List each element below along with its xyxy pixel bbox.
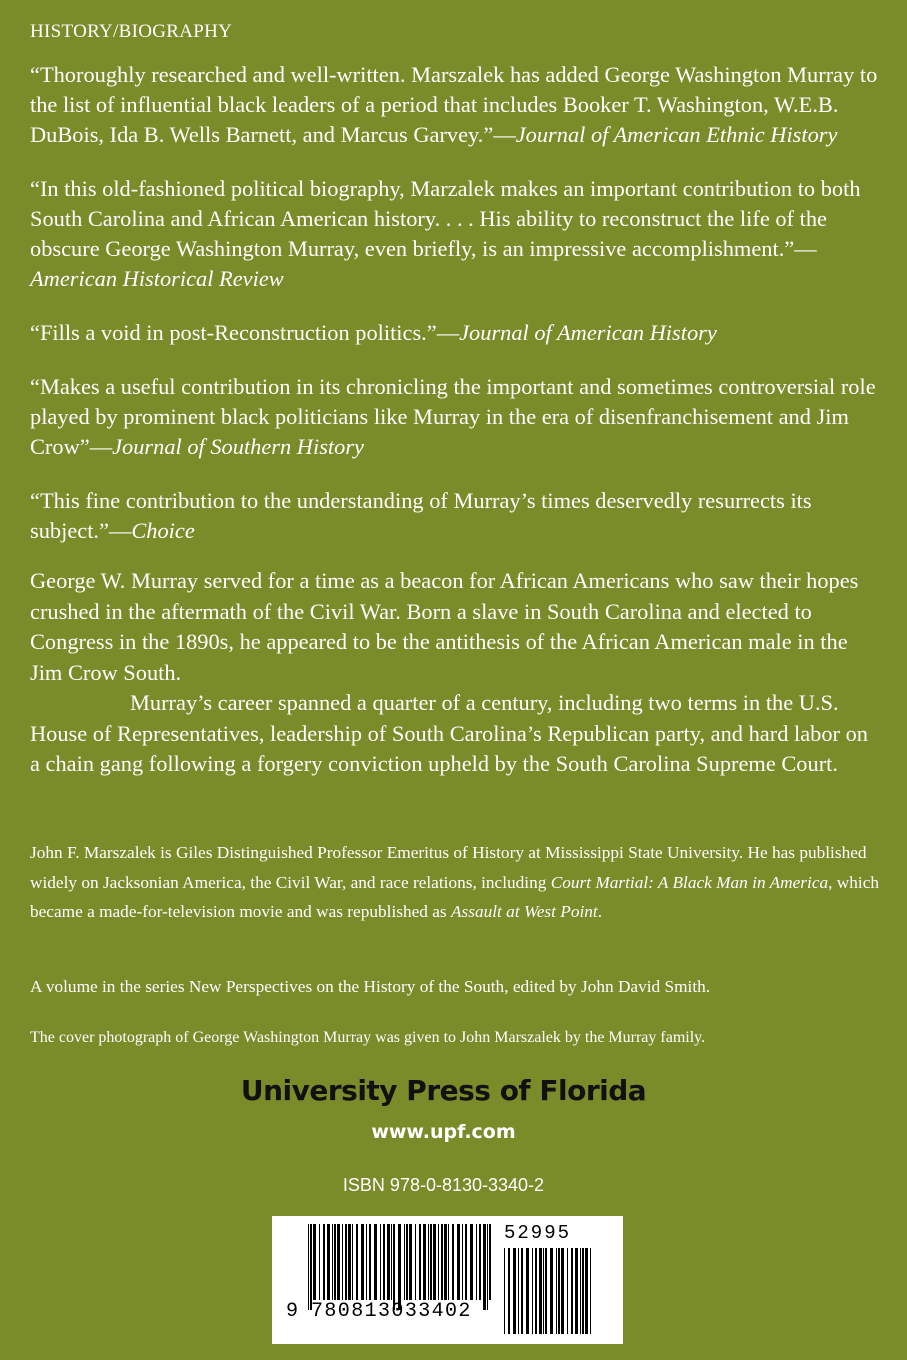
barcode-bar <box>513 1248 516 1334</box>
barcode-bar <box>356 1224 358 1300</box>
book-title: Assault at West Point <box>450 902 598 921</box>
barcode-bar <box>504 1248 505 1334</box>
description-paragraph: George W. Murray served for a time as a beacon for African Americans who saw their hopes crushed in the aftermath of the Civil War. Born a slave in South Carolina and elected to Congress in the 1890s, he appeared to be the antithesis of the African American male in the Jim Crow South. <box>30 568 859 685</box>
barcode-bar <box>483 1224 486 1310</box>
blurb <box>30 60 882 150</box>
series-note: A volume in the series New Perspectives on the History of the South, edited by John David Smith. <box>30 977 711 996</box>
blurb-quote: “Thoroughly researched and well-written. Marszalek has added George Washington Murray to the list of influential black leaders of a period that includes Booker T. Washington, W.E.B. DuBois, Ida B. Wells Barnett, and Marcus Garvey.”— <box>30 62 878 147</box>
barcode-bar <box>556 1248 557 1334</box>
barcode-bar <box>313 1224 316 1300</box>
barcode-bar <box>430 1224 432 1300</box>
barcode-bar <box>393 1224 395 1310</box>
author-bio <box>30 838 882 927</box>
barcode-bar <box>415 1224 416 1300</box>
blurb-source: Journal of American Ethnic History <box>515 122 838 147</box>
barcode-lead-digit: 9 <box>286 1300 299 1323</box>
barcode-bar <box>518 1248 519 1334</box>
publisher-website: www.upf.com <box>371 1121 516 1143</box>
barcode-bar <box>545 1248 547 1334</box>
publisher-name: University Press of Florida <box>240 1074 647 1107</box>
review-blurbs <box>30 60 882 570</box>
bio-text: John F. Marszalek is Giles Distinguished Professor Emeritus of History at Mississippi State University. He has published widely on Jacksonian America, the Civil War, and race relations, including <box>30 843 867 892</box>
blurb-source: Choice <box>131 518 195 543</box>
blurb-quote: “Makes a useful contribution in its chronicling the important and sometimes controversial role played by prominent black politicians like Murray in the era of disenfranchisement and Jim Crow”— <box>30 374 876 459</box>
blurb <box>30 372 882 462</box>
barcode-bar <box>571 1248 573 1334</box>
barcode-bar <box>526 1248 529 1334</box>
barcode-bar <box>452 1224 454 1300</box>
isbn-label: ISBN 978-0-8130-3340-2 <box>342 1175 545 1195</box>
barcode-bar <box>308 1224 309 1310</box>
barcode-bar <box>352 1224 353 1300</box>
barcode-bar <box>590 1248 591 1334</box>
barcode-bar <box>539 1248 542 1334</box>
barcode-bar <box>404 1224 405 1300</box>
barcode-bar <box>532 1248 533 1334</box>
barcode-bar <box>465 1224 467 1300</box>
barcode-bar <box>462 1224 463 1300</box>
barcode-bar <box>345 1224 347 1300</box>
barcode-bar <box>428 1224 429 1300</box>
barcode-bar <box>361 1224 364 1300</box>
barcode-bar <box>342 1224 343 1300</box>
barcode-bar <box>423 1224 426 1300</box>
barcode-bar <box>406 1224 408 1300</box>
bio-text: . <box>597 902 603 921</box>
blurb <box>30 174 882 294</box>
barcode-bar <box>558 1248 560 1334</box>
category-label: HISTORY/BIOGRAPHY <box>30 21 233 42</box>
blurb <box>30 486 882 546</box>
barcode-bar <box>419 1224 421 1300</box>
blurb-source: Journal of Southern History <box>112 434 364 459</box>
barcode-bar <box>380 1224 381 1300</box>
book-description <box>30 566 882 780</box>
barcode-bar <box>444 1224 447 1300</box>
barcode-bar <box>582 1248 584 1334</box>
blurb-source: American Historical Review <box>30 266 284 291</box>
barcode-bar <box>327 1224 330 1300</box>
barcode-bar <box>580 1248 581 1334</box>
barcode-bar <box>585 1248 588 1334</box>
description-paragraph: Murray’s career spanned a quarter of a century, including two terms in the U.S. House of Representatives, leadership of South Carolina’s Republican party, and hard labor on a chain gang following a forgery conviction upheld by the South Carolina Supreme Court. <box>30 690 868 776</box>
barcode-bar <box>409 1224 412 1300</box>
barcode-bar <box>383 1224 385 1300</box>
barcode-bar <box>310 1224 312 1310</box>
barcode-bar <box>348 1224 351 1300</box>
barcode-bar <box>438 1224 439 1300</box>
barcode-bar <box>575 1248 578 1334</box>
barcode-bar <box>550 1248 553 1334</box>
barcode-bar <box>334 1224 336 1300</box>
barcode-bar <box>448 1224 449 1300</box>
blurb-quote: “Fills a void in post-Reconstruction politics.”— <box>30 320 460 345</box>
barcode-bar <box>387 1224 390 1300</box>
blurb-source: Journal of American History <box>459 320 717 345</box>
barcode-bar <box>543 1248 544 1334</box>
barcode-main-digits: 780813033402 <box>311 1300 472 1323</box>
barcode-bar <box>369 1224 371 1300</box>
barcode-bar <box>487 1224 488 1310</box>
barcode-bar <box>433 1224 436 1300</box>
barcode-bar <box>337 1224 340 1300</box>
barcode-bar <box>561 1248 564 1334</box>
barcode <box>272 1216 623 1344</box>
book-title: Court Martial: A Black Man in America <box>550 872 829 892</box>
barcode-bar <box>470 1224 473 1300</box>
barcode-bar <box>567 1248 568 1334</box>
barcode-bar <box>508 1248 510 1334</box>
barcode-bar <box>323 1224 325 1300</box>
barcode-bar <box>441 1224 443 1300</box>
barcode-bar <box>391 1224 392 1300</box>
bio-text: , which became a made-for-television movie and was republished as <box>30 872 880 921</box>
barcode-bar <box>319 1224 320 1300</box>
barcode-bar <box>521 1248 523 1334</box>
barcode-bar <box>535 1248 537 1334</box>
barcode-bar <box>457 1224 460 1300</box>
barcode-bar <box>489 1224 491 1300</box>
blurb <box>30 318 882 348</box>
barcode-bar <box>398 1224 401 1310</box>
barcode-bar <box>332 1224 333 1300</box>
barcode-bar <box>374 1224 377 1300</box>
blurb-quote: “This fine contribution to the understanding of Murray’s times deservedly resurrects its subject.”— <box>30 488 812 543</box>
barcode-addon-digits: 52995 <box>504 1222 572 1244</box>
barcode-bar <box>366 1224 367 1300</box>
blurb-quote: “In this old-fashioned political biography, Marzalek makes an important contribution to both South Carolina and African American history. . . . His ability to reconstruct the life of the obscure George Washington Murray, even briefly, is an impressive accomplishment.”— <box>30 176 861 261</box>
photo-credit: The cover photograph of George Washington Murray was given to John Marszalek by the Murray family. <box>30 1029 706 1046</box>
barcode-bar <box>479 1224 481 1300</box>
barcode-bar <box>476 1224 477 1300</box>
